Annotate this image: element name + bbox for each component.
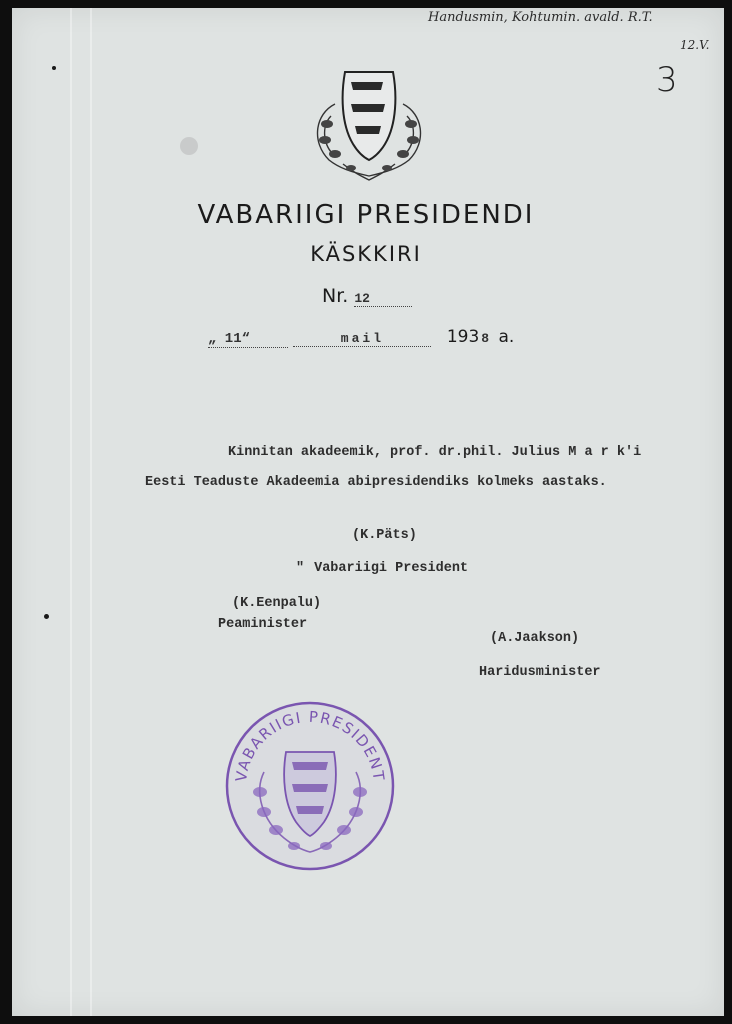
order-number-value: 12 xyxy=(354,291,412,307)
coat-of-arms-emblem xyxy=(305,64,433,184)
prime-minister-name: (K.Eenpalu) xyxy=(232,596,322,611)
president-name: (K.Päts) xyxy=(352,528,417,543)
president-title-row: " Vabariigi President xyxy=(296,561,469,576)
education-minister-title: Haridusminister xyxy=(479,665,601,680)
order-number-label: Nr. xyxy=(322,285,349,307)
page-fold xyxy=(90,8,92,1016)
order-date-row xyxy=(208,327,514,348)
binder-hole-mark xyxy=(44,614,49,619)
page-fold xyxy=(70,8,72,1016)
body-line-1: Kinnitan akadeemik, prof. dr.phil. Julius M a r k'i xyxy=(228,445,642,460)
handwritten-annotation: Handusmin, Kohtumin. avald. R.T. xyxy=(428,10,653,25)
document-subtitle: KÄSKKIRI xyxy=(310,242,422,266)
paper-stain xyxy=(180,137,198,155)
page-number: 3 xyxy=(656,60,678,100)
order-date-year: 193 xyxy=(446,327,480,347)
seal-inscription: VABARIIGI PRESIDENT xyxy=(232,707,388,783)
body-line-2: Eesti Teaduste Akadeemia abipresidendiks kolmeks aastaks. xyxy=(145,475,607,490)
handwritten-date: 12.V. xyxy=(680,38,710,52)
prime-minister-title: Peaminister xyxy=(218,617,308,632)
binder-hole-mark xyxy=(52,66,56,70)
president-title: Vabariigi President xyxy=(314,561,469,576)
order-date-year-digit: 8 xyxy=(481,331,490,346)
order-date-day: „ 11“ xyxy=(208,331,288,348)
order-date-month: mail xyxy=(293,331,431,347)
order-number-row xyxy=(322,285,412,307)
presidential-seal-stamp xyxy=(224,700,396,872)
document-title: VABARIIGI PRESIDENDI xyxy=(197,200,535,230)
education-minister-name: (A.Jaakson) xyxy=(490,631,580,646)
order-date-suffix: a. xyxy=(498,327,515,347)
